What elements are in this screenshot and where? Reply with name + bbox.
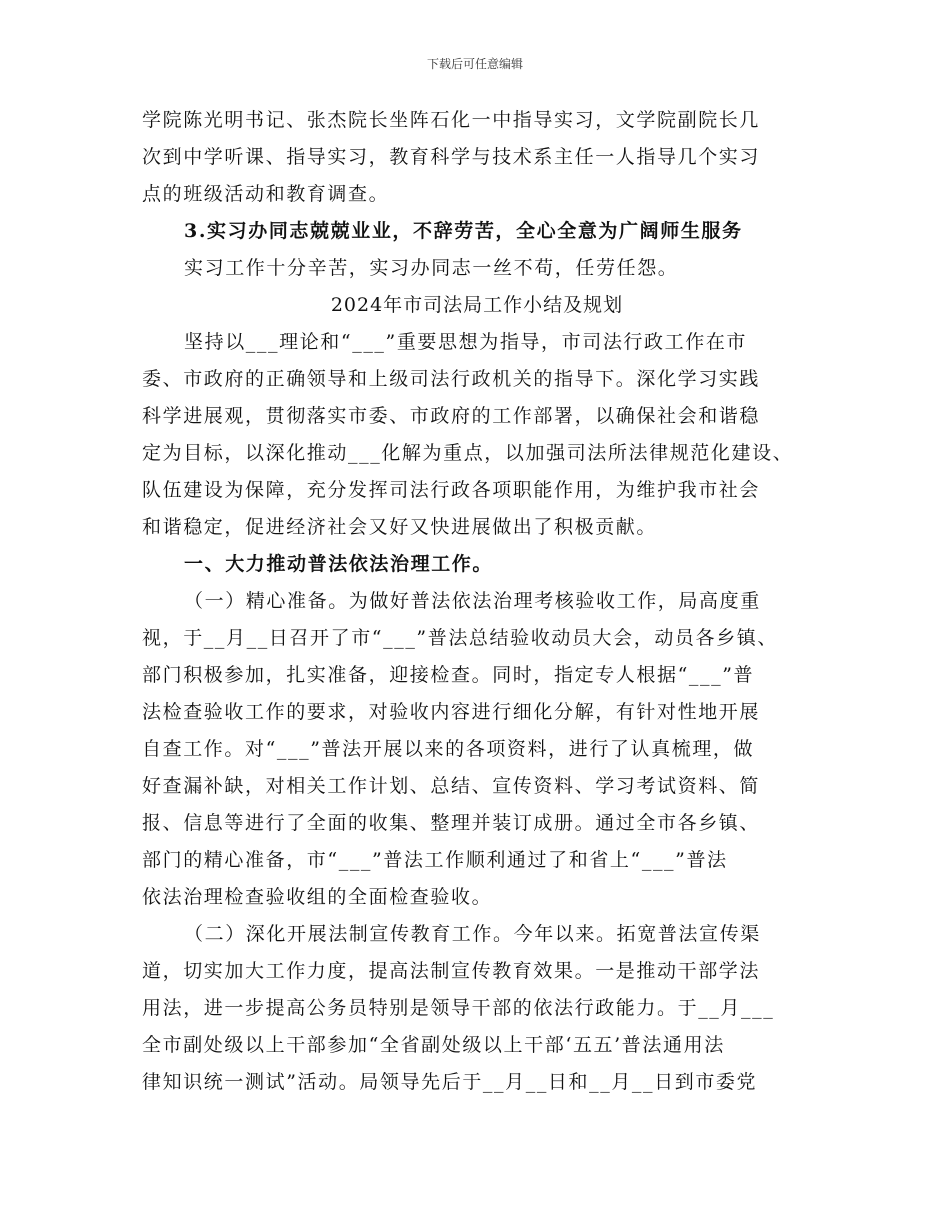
- paragraph-line: 点的班级活动和教育调查。: [142, 183, 390, 205]
- paragraph-line: 实习工作十分辛苦，实习办同志一丝不苟，任劳任怨。: [184, 257, 679, 279]
- paragraph-line: 法检查验收工作的要求，对验收内容进行细化分解，有针对性地开展: [142, 701, 761, 723]
- paragraph-line: 部门积极参加，扎实准备，迎接检查。同时，指定专人根据“___”普: [142, 664, 755, 686]
- paragraph-line: 委、市政府的正确领导和上级司法行政机关的指导下。深化学习实践: [142, 368, 761, 390]
- paragraph-line: 部门的精心准备，市“___”普法工作顺利通过了和省上“___”普法: [142, 849, 728, 871]
- paragraph-line: （二）深化开展法制宣传教育工作。今年以来。拓宽普法宣传渠: [184, 923, 761, 945]
- paragraph-line: 报、信息等进行了全面的收集、整理并装订成册。通过全市各乡镇、: [142, 812, 761, 834]
- paragraph-line: 律知识统一测试”活动。局领导先后于__月__日和__月__日到市委党: [142, 1071, 758, 1093]
- document-body: [142, 102, 812, 1101]
- paragraph-line: 队伍建设为保障，充分发挥司法行政各项职能作用，为维护我市社会: [142, 479, 761, 501]
- paragraph-line: 学院陈光明书记、张杰院长坐阵石化一中指导实习，文学院副院长几: [142, 109, 761, 131]
- paragraph-line: 道，切实加大工作力度，提高法制宣传教育效果。一是推动干部学法: [142, 960, 761, 982]
- paragraph-line: 坚持以___理论和“___”重要思想为指导，市司法行政工作在市: [184, 331, 748, 353]
- paragraph-line: 定为目标，以深化推动___化解为重点，以加强司法所法律规范化建设、: [142, 442, 794, 464]
- paragraph-line: 次到中学听课、指导实习，教育科学与技术系主任一人指导几个实习: [142, 146, 761, 168]
- paragraph-line: 好查漏补缺，对相关工作计划、总结、宣传资料、学习考试资料、简: [142, 775, 761, 797]
- section-heading: 一、大力推动普法依法治理工作。: [184, 553, 494, 575]
- paragraph-line: 用法，进一步提高公务员特别是领导干部的依法行政能力。于__月___: [142, 997, 775, 1019]
- paragraph-line: 依法治理检查验收组的全面检查验收。: [142, 886, 493, 908]
- paragraph-line: （一）精心准备。为做好普法依法治理考核验收工作，局高度重: [184, 590, 761, 612]
- paragraph-line: 和谐稳定，促进经济社会又好又快进展做出了积极贡献。: [142, 516, 658, 538]
- paragraph-line: 全市副处级以上干部参加“全省副处级以上干部‘五五’普法通用法: [142, 1034, 725, 1056]
- paragraph-line: 视，于__月__日召开了市“___”普法总结验收动员大会，动员各乡镇、: [142, 627, 778, 649]
- section-heading: 3.实习办同志兢兢业业，不辞劳苦，全心全意为广阔师生服务: [184, 220, 743, 242]
- header-note: 下载后可任意编辑: [426, 57, 523, 71]
- paragraph-line: 自查工作。对“___”普法开展以来的各项资料，进行了认真梳理，做: [142, 738, 755, 760]
- paragraph-line: 科学进展观，贯彻落实市委、市政府的工作部署，以确保社会和谐稳: [142, 405, 761, 427]
- document-title: 2024年市司法局工作小结及规划: [330, 294, 624, 316]
